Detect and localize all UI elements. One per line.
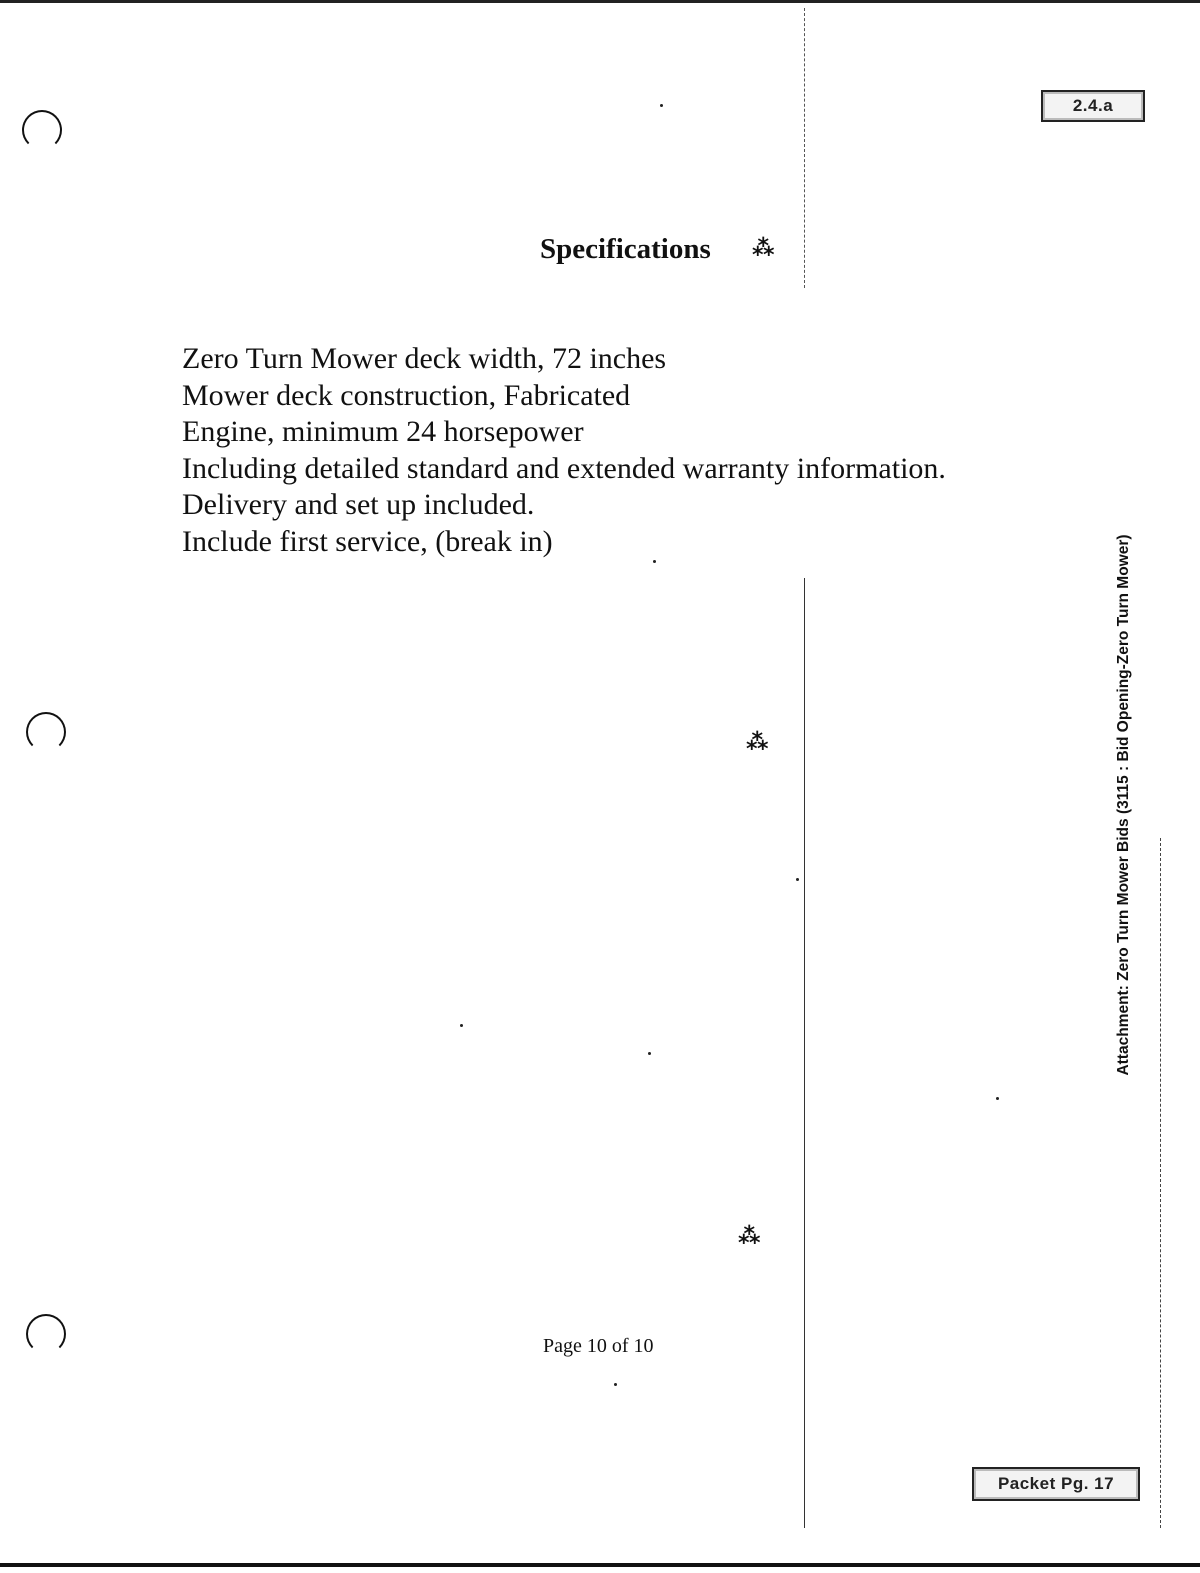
spec-list: [182, 341, 946, 560]
scan-speck: [996, 1097, 999, 1100]
scan-speck: [614, 1383, 617, 1386]
fold-line-lower: [804, 578, 805, 1528]
spec-item: Delivery and set up included.: [182, 488, 535, 521]
page-title: Specifications: [540, 233, 711, 265]
page-number: Page 10 of 10: [543, 1335, 654, 1357]
scan-bottom-border: [0, 1563, 1200, 1567]
punch-hole-top: [22, 110, 62, 150]
packet-section-stamp: 2.4.a: [1041, 90, 1145, 122]
scan-top-border: [0, 0, 1200, 3]
punch-hole-middle: [26, 712, 66, 752]
spec-item: Including detailed standard and extended warranty information.: [182, 451, 946, 485]
fold-line-upper: [804, 8, 805, 288]
spec-item: Mower deck construction, Fabricated: [182, 378, 631, 412]
scan-speck: [648, 1052, 651, 1055]
handwritten-mark: ⁂: [738, 1224, 761, 1249]
punch-hole-bottom: [26, 1314, 66, 1354]
scan-speck: [660, 104, 663, 107]
spec-item: Engine, minimum 24 horsepower: [182, 415, 584, 448]
handwritten-mark: ⁂: [746, 730, 769, 755]
scan-speck: [796, 878, 799, 881]
scan-speck: [460, 1024, 463, 1027]
handwritten-mark: ⁂: [752, 236, 775, 261]
spec-item: Include first service, (break in): [182, 524, 553, 558]
spec-item: Zero Turn Mower deck width, 72 inches: [182, 342, 667, 375]
scan-speck: [653, 560, 656, 563]
attachment-caption: Attachment: Zero Turn Mower Bids (3115 : Bid Opening-Zero Turn Mower): [1115, 534, 1132, 1076]
right-edge-line: [1160, 838, 1161, 1528]
packet-page-stamp: Packet Pg. 17: [972, 1467, 1140, 1501]
